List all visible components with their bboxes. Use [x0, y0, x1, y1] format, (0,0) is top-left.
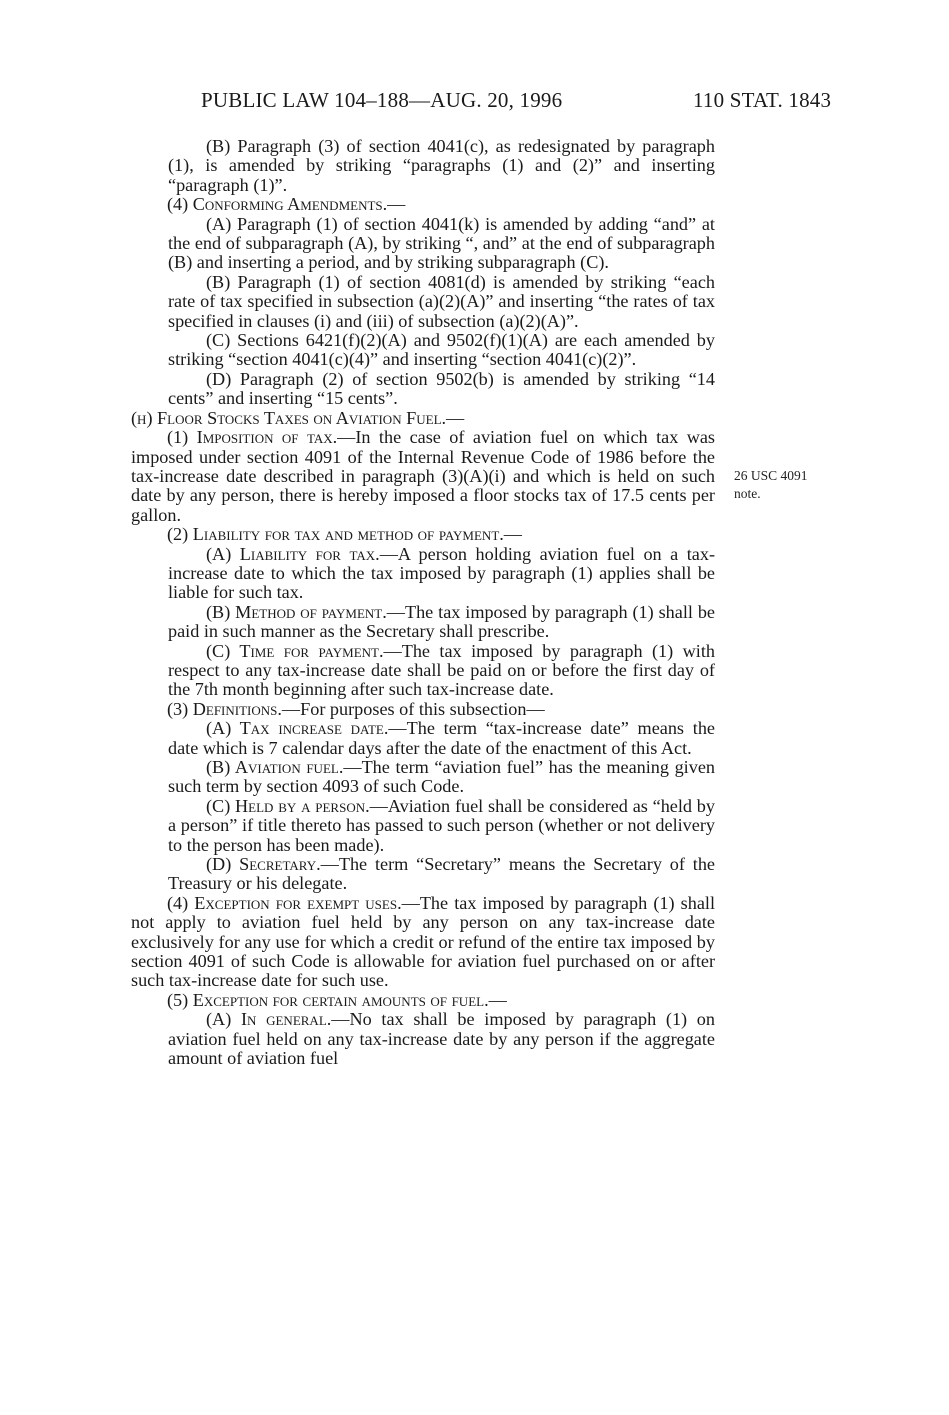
margin-note: [734, 467, 808, 503]
paragraph: [131, 409, 715, 428]
paragraph: [131, 719, 715, 758]
page-header: [0, 84, 949, 114]
margin-note-citation: 26 USC 4091: [734, 468, 808, 483]
paragraph-text: (B) Paragraph (1) of section 4081(d) is amended by striking “each rate of tax specified in subsection (a)(2)(A)” and inserting “the rates of tax specified in clauses (i) and (iii) of subsection (a)(2)(A)”.: [168, 271, 715, 331]
paragraph-heading: (A) Liability for tax.—: [206, 543, 398, 564]
paragraph-heading: (D) Secretary.—: [206, 854, 339, 875]
paragraph-heading: (A) In general.—: [206, 1009, 350, 1030]
paragraph-heading: (h) Floor Stocks Taxes on Aviation Fuel.—: [131, 407, 465, 428]
paragraph: [131, 700, 715, 719]
paragraph: [131, 370, 715, 409]
margin-note-suffix: note.: [734, 486, 761, 501]
paragraph-text: Aviation fuel shall be considered as “held by a person” if title thereto has passed to such person (whether or not delivery to the person has been made).: [168, 795, 715, 855]
document-body: [131, 137, 715, 1069]
paragraph-heading: (3) Definitions.—: [167, 698, 301, 719]
paragraph: [131, 273, 715, 331]
paragraph: [131, 603, 715, 642]
paragraph-text: The tax imposed by paragraph (1) with respect to any tax-increase date shall be paid on or before the first day of the 7th month beginning after such tax-increase date.: [168, 640, 716, 700]
statute-page-number: 110 STAT. 1843: [693, 88, 832, 112]
paragraph-heading: (1) Imposition of tax.—: [167, 427, 356, 448]
paragraph-text: (A) Paragraph (1) of section 4041(k) is amended by adding “and” at the end of subparagraph (A), by striking “, and” at the end of subparagraph (B) and inserting a period, and by striking subparagraph (C).: [168, 213, 715, 273]
paragraph-heading: (C) Held by a person.—: [206, 795, 388, 816]
paragraph-text: (C) Sections 6421(f)(2)(A) and 9502(f)(1)(A) are each amended by striking “section 4041(c)(4)” and inserting “section 4041(c)(2)”.: [168, 330, 715, 370]
paragraph-heading: (B) Aviation fuel.—: [206, 757, 362, 777]
paragraph-text: The tax imposed by paragraph (1) shall be paid in such manner as the Secretary shall prescribe.: [168, 601, 716, 642]
paragraph-text: The term “tax-increase date” means the date which is 7 calendar days after the date of the enactment of this Act.: [168, 718, 715, 758]
paragraph-heading: (4) Conforming Amendments.—: [167, 194, 406, 215]
paragraph: [131, 195, 715, 214]
paragraph-heading: (A) Tax increase date.—: [206, 718, 407, 739]
paragraph-text: The tax imposed by paragraph (1) shall not apply to aviation fuel held by any person on any tax-increase date exclusively for any use for which a credit or refund of the entire tax imposed by section 4091 of such Code is allowable for aviation fuel purchased on or after such tax-increase date for such use.: [131, 892, 715, 991]
public-law-citation: PUBLIC LAW 104–188—AUG. 20, 1996: [201, 88, 563, 112]
paragraph: [131, 215, 715, 273]
paragraph-text: For purposes of this subsection—: [300, 698, 545, 719]
paragraph: [131, 894, 715, 991]
paragraph: [131, 797, 715, 855]
paragraph-heading: (2) Liability for tax and method of payment.—: [167, 524, 522, 545]
paragraph: [131, 137, 715, 195]
paragraph-text: (D) Paragraph (2) of section 9502(b) is amended by striking “14 cents” and inserting “15 cents”.: [168, 368, 715, 409]
paragraph-text: In the case of aviation fuel on which tax was imposed under section 4091 of the Internal Revenue Code of 1986 before the tax-increase date described in paragraph (3)(A)(i) and which is held on such date by any person, there is hereby imposed a floor stocks tax of 17.5 cents per gallon.: [131, 427, 715, 525]
paragraph-heading: (5) Exception for certain amounts of fuel.—: [167, 989, 507, 1010]
paragraph: [131, 991, 715, 1010]
paragraph-text: The term “aviation fuel” has the meaning given such term by section 4093 of such Code.: [168, 757, 715, 797]
paragraph: [131, 855, 715, 894]
paragraph-text: (B) Paragraph (3) of section 4041(c), as redesignated by paragraph (1), is amended by striking “paragraphs (1) and (2)” and inserting “paragraph (1)”.: [168, 136, 715, 195]
paragraph: [131, 642, 715, 700]
paragraph-heading: (4) Exception for exempt uses.—: [167, 892, 420, 913]
paragraph-text: A person holding aviation fuel on a tax-increase date to which the tax imposed by paragraph (1) applies shall be liable for such tax.: [168, 543, 716, 603]
paragraph: [131, 545, 715, 603]
paragraph: [131, 428, 715, 525]
paragraph: [131, 331, 715, 370]
paragraph-text: The term “Secretary” means the Secretary of the Treasury or his delegate.: [168, 854, 716, 894]
paragraph: [131, 1010, 715, 1068]
paragraph: [131, 758, 715, 797]
paragraph: [131, 525, 715, 544]
paragraph-text: No tax shall be imposed by paragraph (1) on aviation fuel held on any tax-increase date by any person if the aggregate amount of aviation fuel: [168, 1009, 715, 1069]
paragraph-heading: (B) Method of payment.—: [206, 601, 405, 622]
paragraph-heading: (C) Time for payment.—: [206, 640, 402, 661]
